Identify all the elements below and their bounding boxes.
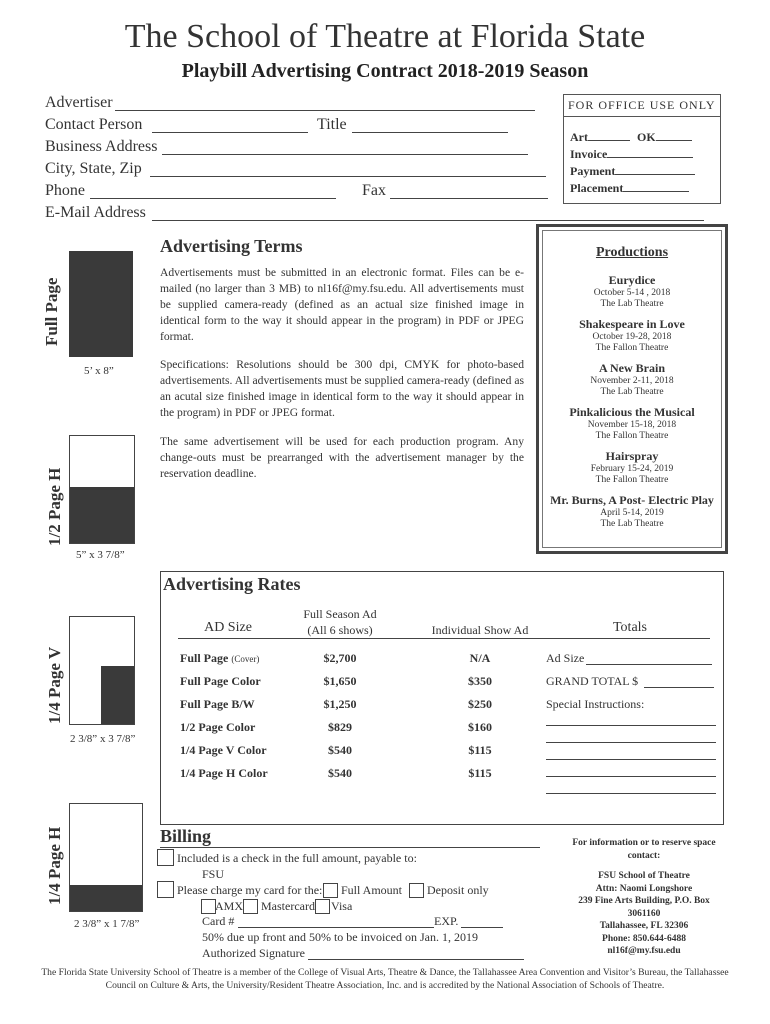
terms-paragraph-3: The same advertisement will be used for each production program. Any change-outs must be prearranged with the advertisement manager by the reservation deadline. xyxy=(160,435,524,480)
production-item xyxy=(543,405,721,442)
rate-show: $250 xyxy=(468,697,492,711)
rate-size: Full Page B/W xyxy=(180,697,255,711)
office-art-label: Art xyxy=(570,130,588,144)
business-address-field[interactable] xyxy=(162,154,528,155)
rates-col-season-2: (All 6 shows) xyxy=(307,623,373,637)
rate-size: Full Page Color xyxy=(180,674,261,688)
contact-attn: Attn: Naomi Longshore xyxy=(595,883,693,894)
quarter-page-v-dims: 2 3/8” x 3 7/8” xyxy=(70,733,136,745)
title-field[interactable] xyxy=(352,132,508,133)
rate-show: $350 xyxy=(468,674,492,688)
city-state-zip-field[interactable] xyxy=(150,176,546,177)
fax-label: Fax xyxy=(362,182,386,199)
totals-ad-size-label: Ad Size xyxy=(546,651,585,665)
totals-instructions-label: Special Instructions: xyxy=(546,697,645,711)
office-payment-label: Payment xyxy=(570,164,616,178)
rates-col-totals: Totals xyxy=(612,620,647,635)
rates-col-show: Individual Show Ad xyxy=(431,623,529,637)
rate-season: $2,700 xyxy=(323,651,357,665)
page-subtitle: Playbill Advertising Contract 2018-2019 Season xyxy=(181,60,589,82)
rate-show: N/A xyxy=(469,651,491,665)
card-number-label: Card # xyxy=(202,914,235,928)
contact-person-field[interactable] xyxy=(152,132,308,133)
deposit-only-label: Deposit only xyxy=(427,883,489,897)
production-dates: October 19-28, 2018 xyxy=(592,332,672,342)
production-dates: November 15-18, 2018 xyxy=(587,420,677,430)
production-item xyxy=(543,361,721,398)
terms-paragraph-2: Specifications: Resolutions should be 300 dpi, CMYK for photo-based advertisements. All advertisements must be supplied camera-ready (defined as an acutal size finished image in identical form to the way it should appear in the program) in PDF or JPEG format. xyxy=(160,358,524,419)
quarter-page-v-label: 1/4 Page V xyxy=(45,646,64,724)
rate-season: $1,250 xyxy=(323,697,357,711)
card-number-field[interactable] xyxy=(238,927,434,928)
production-name: Hairspray xyxy=(605,449,659,463)
rates-col-season-1: Full Season Ad xyxy=(303,607,377,621)
office-placement-label: Placement xyxy=(570,181,624,195)
rate-size xyxy=(180,651,259,666)
instructions-line-1[interactable] xyxy=(546,725,716,726)
production-name: Mr. Burns, A Post- Electric Play xyxy=(550,493,714,507)
rate-season: $540 xyxy=(328,743,352,757)
half-page-h-sample xyxy=(69,435,135,544)
contact-person-label: Contact Person xyxy=(45,116,143,133)
quarter-page-h-sample xyxy=(69,803,143,912)
office-invoice-label: Invoice xyxy=(570,147,608,161)
contact-org: FSU School of Theatre xyxy=(598,871,690,881)
payment-terms-text: 50% due up front and 50% to be invoiced on Jan. 1, 2019 xyxy=(202,930,478,944)
production-venue: The Lab Theatre xyxy=(600,387,664,397)
exp-field[interactable] xyxy=(461,927,503,928)
instructions-line-2[interactable] xyxy=(546,742,716,743)
instructions-line-4[interactable] xyxy=(546,776,716,777)
check-payment-checkbox[interactable] xyxy=(157,849,174,866)
production-name: Shakespeare in Love xyxy=(579,317,685,331)
quarter-page-v-sample xyxy=(69,616,135,725)
rate-size: 1/2 Page Color xyxy=(180,720,256,734)
office-art-row xyxy=(564,129,720,146)
office-invoice-row xyxy=(564,146,720,163)
business-address-label: Business Address xyxy=(45,138,158,155)
exp-label: EXP. xyxy=(434,914,459,928)
production-item xyxy=(543,273,721,310)
signature-field[interactable] xyxy=(308,959,524,960)
terms-heading: Advertising Terms xyxy=(160,236,303,256)
production-dates: February 15-24, 2019 xyxy=(590,464,674,474)
terms-paragraph-1: Advertisements must be submitted in an electronic format. Files can be e-mailed (no larger than 3 MB) to nl16f@my.fsu.edu. All advertisements must be supplied camera-ready (defined as an actual size finished image in identical form to the way it should appear in the program) in PDF or JPEG format. xyxy=(160,266,524,343)
production-name: Pinkalicious the Musical xyxy=(569,405,695,419)
contact-city: Tallahassee, FL 32306 xyxy=(599,921,689,931)
production-name: A New Brain xyxy=(599,361,665,375)
full-page-label: Full Page xyxy=(42,277,61,346)
rate-size: 1/4 Page H Color xyxy=(180,766,268,780)
totals-grand-label: GRAND TOTAL $ xyxy=(546,674,639,688)
production-venue: The Fallon Theatre xyxy=(595,475,669,485)
deposit-only-checkbox[interactable] xyxy=(409,883,424,898)
production-dates: April 5-14, 2019 xyxy=(600,508,664,518)
production-item xyxy=(543,449,721,486)
contact-box: 3061160 xyxy=(627,908,661,919)
billing-heading: Billing xyxy=(160,826,212,846)
office-payment-row xyxy=(564,163,720,180)
quarter-page-h-label: 1/4 Page H xyxy=(45,826,64,905)
card-line-text: Please charge my card for the: xyxy=(177,883,323,897)
office-payment-field[interactable] xyxy=(615,174,695,175)
totals-grand-field[interactable] xyxy=(644,687,714,688)
billing-rule xyxy=(160,847,540,848)
rate-size-note: (Cover) xyxy=(231,654,260,664)
rates-col-size: AD Size xyxy=(204,620,252,635)
email-field[interactable] xyxy=(152,220,704,221)
rate-show: $160 xyxy=(468,720,492,734)
check-line-text: Included is a check in the full amount, payable to: xyxy=(177,851,417,865)
signature-label: Authorized Signature xyxy=(202,946,305,960)
contact-phone: Phone: 850.644-6488 xyxy=(602,933,686,944)
rate-size: 1/4 Page V Color xyxy=(180,743,267,757)
rates-heading: Advertising Rates xyxy=(163,574,301,594)
visa-checkbox[interactable] xyxy=(315,899,330,914)
rates-header-rule xyxy=(178,638,710,639)
contact-block xyxy=(566,837,722,958)
page-title: The School of Theatre at Florida State xyxy=(124,18,646,55)
phone-label: Phone xyxy=(45,182,85,199)
title-label: Title xyxy=(317,116,347,133)
city-state-zip-label: City, State, Zip xyxy=(45,160,142,177)
office-placement-field[interactable] xyxy=(623,191,689,192)
office-invoice-field[interactable] xyxy=(607,157,693,158)
office-art-field[interactable] xyxy=(588,140,630,141)
advertiser-field[interactable] xyxy=(115,110,535,111)
production-item xyxy=(543,493,721,530)
production-venue: The Fallon Theatre xyxy=(595,343,669,353)
half-page-h-dims: 5” x 3 7/8” xyxy=(76,549,125,561)
rate-season: $829 xyxy=(328,720,352,734)
payee-text: FSU xyxy=(202,867,225,881)
instructions-line-3[interactable] xyxy=(546,759,716,760)
phone-field[interactable] xyxy=(90,198,336,199)
half-page-h-label: 1/2 Page H xyxy=(45,467,64,546)
full-amount-label: Full Amount xyxy=(341,883,403,897)
production-venue: The Fallon Theatre xyxy=(595,431,669,441)
productions-box xyxy=(536,224,728,554)
full-amount-checkbox[interactable] xyxy=(323,883,338,898)
rate-size-text: Full Page xyxy=(180,651,229,665)
quarter-page-h-dims: 2 3/8” x 1 7/8” xyxy=(74,918,140,930)
office-use-box xyxy=(563,94,721,204)
production-venue: The Lab Theatre xyxy=(600,299,664,309)
instructions-line-5[interactable] xyxy=(546,793,716,794)
mastercard-checkbox[interactable] xyxy=(243,899,258,914)
footer-text: The Florida State University School of Theatre is a member of the College of Visual Arts, Theatre & Dance, the Tallahassee Area Convention and Visitor’s Bureau, the Tallahassee Council on Culture & Arts, the University/Resident Theatre Association, Inc. and is accredited by the National Association of Schools of Theatre. xyxy=(41,967,729,991)
totals-ad-size-field[interactable] xyxy=(586,664,712,665)
productions-heading: Productions xyxy=(595,245,669,260)
email-label: E-Mail Address xyxy=(45,204,146,221)
office-ok-field[interactable] xyxy=(656,140,692,141)
production-dates: November 2-11, 2018 xyxy=(590,376,674,386)
production-dates: October 5-14 , 2018 xyxy=(593,288,671,298)
full-page-dims: 5’ x 8” xyxy=(84,365,114,377)
production-venue: The Lab Theatre xyxy=(600,519,664,529)
production-item xyxy=(543,317,721,354)
rate-season: $540 xyxy=(328,766,352,780)
rate-show: $115 xyxy=(468,766,492,780)
amx-label: AMX xyxy=(215,899,244,913)
visa-label: Visa xyxy=(331,899,353,913)
office-ok-label: OK xyxy=(637,130,656,144)
advertiser-label: Advertiser xyxy=(45,94,113,111)
office-use-heading: FOR OFFICE USE ONLY xyxy=(564,95,720,117)
rate-show: $115 xyxy=(468,743,492,757)
contact-intro: For information or to reserve space contact: xyxy=(572,838,716,861)
contact-address: 239 Fine Arts Building, P.O. Box xyxy=(578,896,710,906)
contact-email[interactable]: nl16f@my.fsu.edu xyxy=(607,946,681,956)
card-payment-checkbox[interactable] xyxy=(157,881,174,898)
mastercard-label: Mastercard xyxy=(261,899,315,913)
rate-season: $1,650 xyxy=(323,674,357,688)
fax-field[interactable] xyxy=(390,198,548,199)
production-name: Eurydice xyxy=(608,273,656,287)
full-page-sample xyxy=(69,251,133,357)
office-placement-row xyxy=(564,180,720,197)
amx-checkbox[interactable] xyxy=(201,899,216,914)
